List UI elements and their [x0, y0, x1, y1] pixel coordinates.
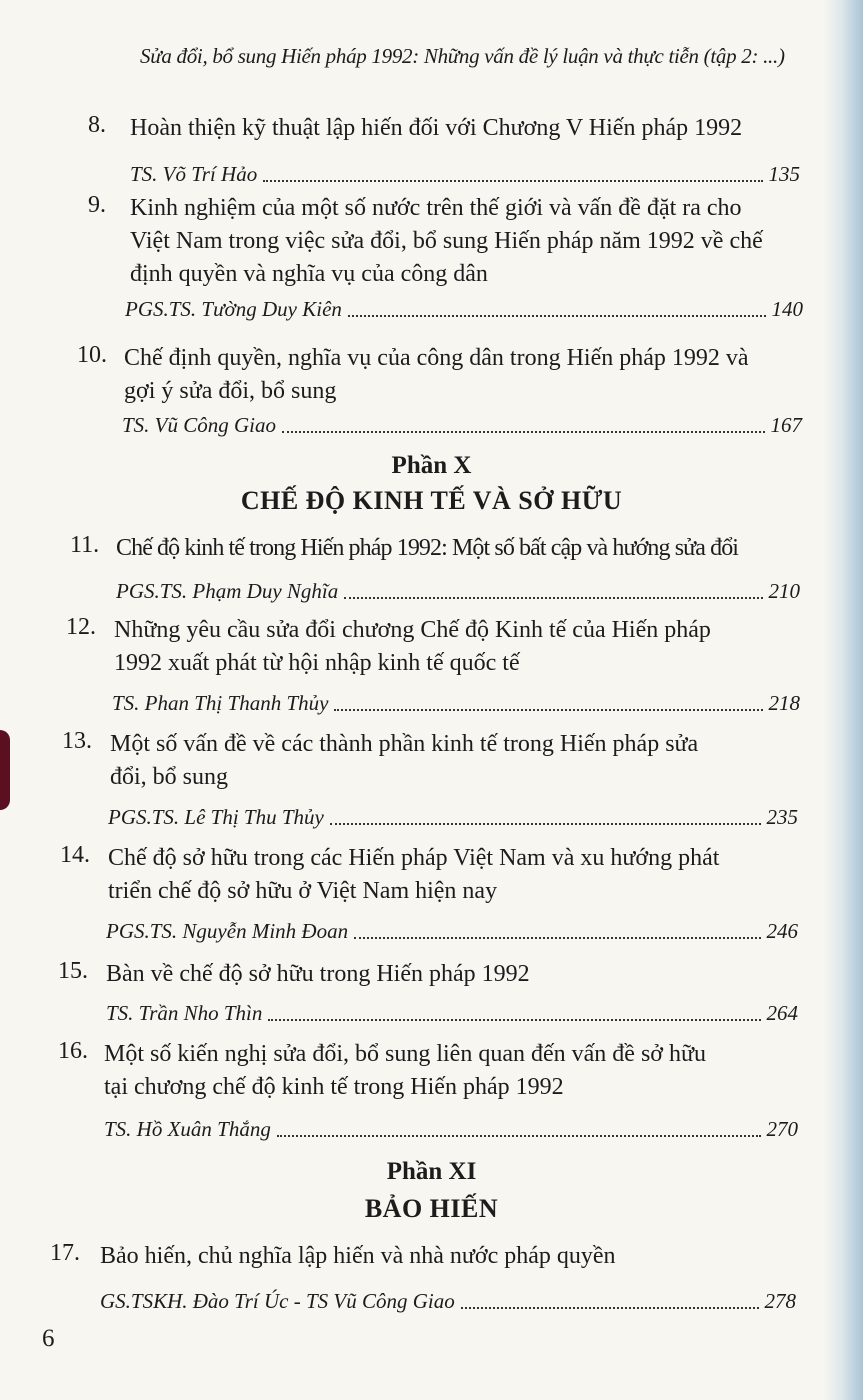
- title-line: tại chương chế độ kinh tế trong Hiến pháp 1992: [104, 1074, 564, 1100]
- entry-title: [114, 614, 814, 680]
- entry-page: 218: [768, 691, 800, 715]
- dot-leader: [277, 1135, 761, 1137]
- entry-page: 278: [764, 1289, 796, 1313]
- page-number: 6: [42, 1325, 55, 1352]
- entry-author: PGS.TS. Lê Thị Thu Thủy: [108, 805, 324, 829]
- section-label: Phần X: [391, 452, 472, 479]
- entry-title: [108, 842, 808, 908]
- author-line: [100, 1284, 796, 1314]
- entry-number: 9.: [88, 192, 106, 218]
- entry-title: [110, 728, 810, 794]
- dot-leader: [344, 597, 762, 599]
- entry-number: 10.: [77, 342, 107, 368]
- entry-page: 246: [766, 919, 798, 943]
- binding-mark: [0, 730, 10, 810]
- dot-leader: [461, 1307, 759, 1309]
- dot-leader: [330, 823, 761, 825]
- entry-number: 15.: [58, 958, 88, 984]
- entry-number: 11.: [70, 532, 100, 558]
- title-line: Bảo hiến, chủ nghĩa lập hiến và nhà nước pháp quyền: [100, 1243, 616, 1269]
- entry-page: 270: [766, 1117, 798, 1141]
- title-line: Chế độ kinh tế trong Hiến pháp 1992: Một số bất cập và hướng sửa đổi: [116, 535, 739, 561]
- entry-author: GS.TSKH. Đào Trí Úc - TS Vũ Công Giao: [100, 1289, 455, 1313]
- entry-page: 140: [771, 297, 803, 321]
- title-line: Kinh nghiệm của một số nước trên thế giới và vấn đề đặt ra cho: [130, 195, 742, 221]
- section-title: CHẾ ĐỘ KINH TẾ VÀ SỞ HỮU: [240, 486, 623, 515]
- entry-title: [116, 532, 816, 565]
- entry-title: [106, 958, 806, 991]
- entry-number: 14.: [60, 842, 90, 868]
- dot-leader: [354, 937, 760, 939]
- entry-page: 167: [770, 413, 802, 437]
- entry-author: PGS.TS. Tường Duy Kiên: [125, 297, 342, 321]
- entry-number: 8.: [88, 112, 106, 138]
- entry-number: 13.: [62, 728, 92, 754]
- dot-leader: [263, 180, 762, 182]
- title-line: Một số kiến nghị sửa đổi, bổ sung liên quan đến vấn đề sở hữu: [104, 1041, 706, 1067]
- title-line: Một số vấn đề về các thành phần kinh tế trong Hiến pháp sửa: [110, 731, 699, 757]
- title-line: gợi ý sửa đổi, bổ sung: [124, 378, 337, 404]
- title-line: đổi, bổ sung: [110, 764, 229, 790]
- title-line: Những yêu cầu sửa đổi chương Chế độ Kinh tế của Hiến pháp: [114, 617, 711, 643]
- dot-leader: [334, 709, 762, 711]
- author-line: [125, 292, 803, 322]
- dot-leader: [348, 315, 766, 317]
- entry-author: TS. Võ Trí Hảo: [130, 162, 258, 186]
- title-line: 1992 xuất phát từ hội nhập kinh tế quốc tế: [114, 650, 520, 676]
- title-line: Chế độ sở hữu trong các Hiến pháp Việt Nam và xu hướng phát: [108, 845, 720, 871]
- entry-number: 16.: [58, 1038, 88, 1064]
- page-edge-shadow: [823, 0, 863, 1400]
- author-line: [122, 408, 802, 438]
- dot-leader: [268, 1019, 760, 1021]
- author-line: [116, 574, 800, 604]
- entry-title: [130, 192, 820, 291]
- entry-author: TS. Trần Nho Thìn: [106, 1001, 263, 1025]
- title-line: định quyền và nghĩa vụ của công dân: [130, 261, 488, 287]
- entry-author: PGS.TS. Phạm Duy Nghĩa: [116, 579, 339, 603]
- title-line: triển chế độ sở hữu ở Việt Nam hiện nay: [108, 878, 498, 904]
- entry-author: TS. Phan Thị Thanh Thủy: [112, 691, 329, 715]
- dot-leader: [282, 431, 764, 433]
- running-header: Sửa đổi, bổ sung Hiến pháp 1992: Những vấn đề lý luận và thực tiễn (tập 2: ...): [140, 44, 785, 68]
- entry-title: [104, 1038, 804, 1104]
- title-line: Việt Nam trong việc sửa đổi, bổ sung Hiến pháp năm 1992 về chế: [130, 228, 763, 254]
- section-title: BẢO HIẾN: [364, 1194, 499, 1223]
- title-line: Bàn về chế độ sở hữu trong Hiến pháp 1992: [106, 961, 530, 987]
- entry-author: TS. Vũ Công Giao: [122, 413, 277, 437]
- title-line: Chế định quyền, nghĩa vụ của công dân trong Hiến pháp 1992 và: [124, 345, 749, 371]
- entry-page: 264: [766, 1001, 798, 1025]
- entry-author: PGS.TS. Nguyễn Minh Đoan: [106, 919, 349, 943]
- author-line: [104, 1112, 798, 1142]
- entry-author: TS. Hồ Xuân Thắng: [104, 1117, 271, 1141]
- author-line: [106, 914, 798, 944]
- author-line: [130, 157, 800, 187]
- entry-title: [130, 112, 810, 145]
- title-line: Hoàn thiện kỹ thuật lập hiến đối với Chương V Hiến pháp 1992: [130, 115, 743, 141]
- entry-page: 235: [766, 805, 798, 829]
- entry-number: 12.: [66, 614, 96, 640]
- entry-title: [124, 342, 814, 408]
- author-line: [112, 686, 800, 716]
- entry-title: [100, 1240, 800, 1273]
- entry-page: 135: [768, 162, 800, 186]
- entry-number: 17.: [50, 1240, 80, 1266]
- section-label: Phần XI: [386, 1158, 477, 1185]
- entry-page: 210: [768, 579, 800, 603]
- author-line: [106, 996, 798, 1026]
- author-line: [108, 800, 798, 830]
